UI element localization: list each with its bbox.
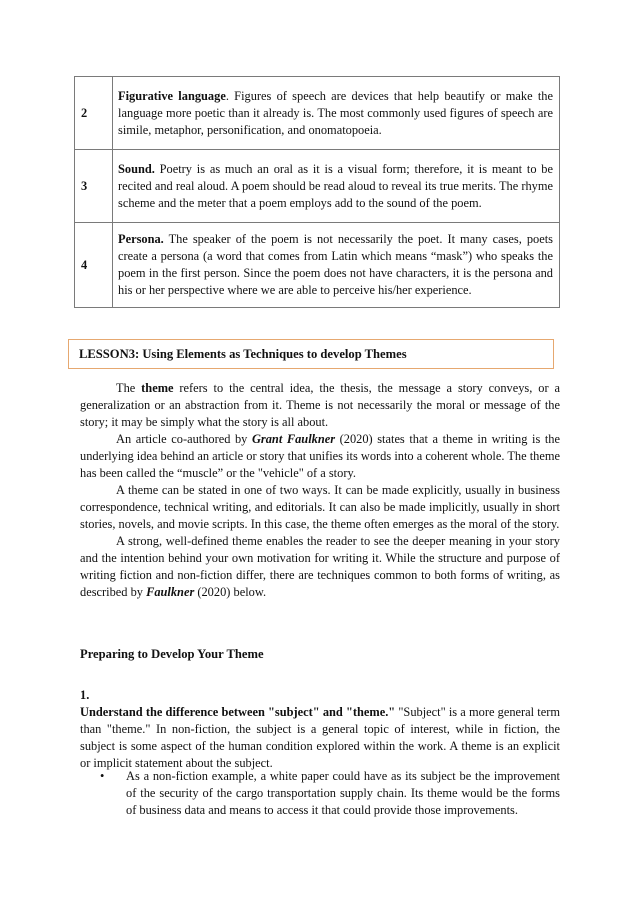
row-text: . Figures of speech are devices that help beautify or make the language more poetic than it already is. The most commonly used figures of speech are simile, metaphor, personification, and onomatopoeia. [118,88,553,137]
paragraph: A theme can be stated in one of two ways. It can be made explicitly, usually in business correspondence, technical writing, and editorials. It can also be made implicitly, usually in short stories, novels, and movie scripts. In this case, the theme often emerges as the moral of the story. [80,483,560,531]
row-term: Persona. [118,232,164,246]
table-row [75,150,560,223]
bullet-icon: • [100,769,105,783]
row-number: 2 [75,77,113,150]
list-item [100,768,560,819]
row-number: 4 [75,223,113,308]
body-text [80,380,560,601]
table-row [75,223,560,308]
lesson-title: LESSON3: Using Elements as Techniques to develop Themes [79,347,407,361]
paragraph [80,380,560,431]
point-title: Understand the difference between "subject" and "theme." [80,705,396,719]
bullet-text: As a non-fiction example, a white paper could have as its subject be the improvement of the security of the cargo transportation supply chain. Its theme would be the forms of business data and means to access it that could provide those improvements. [126,769,560,817]
text-run: (2020) below. [194,585,267,599]
paragraph [80,431,560,482]
text-run: (2020) states that a theme in writing is the underlying idea behind an article or story that unifies its words into a coherent whole. The theme has been called the “muscle” or the "vehicle" of a story. [80,432,560,480]
author-name: Grant Faulkner [251,432,336,446]
row-term: Figurative language [118,88,226,103]
row-description [113,223,560,308]
text-run: refers to the central idea, the thesis, the message a story conveys, or a generalization or an abstraction from it. Theme is not necessarily the moral or message of the story; it may be simply what the story is all about. [80,381,560,429]
row-term: Sound. [118,161,155,176]
paragraph [80,533,560,601]
text-run: An article co-authored by [116,432,252,446]
row-number: 3 [75,150,113,223]
text-run: The [116,381,142,395]
author-name: Faulkner [146,585,195,599]
row-description [113,150,560,223]
theme-term: theme [141,381,174,395]
point-number: 1. [80,688,90,702]
elements-table [74,76,560,308]
text-run: A strong, well-defined theme enables the reader to see the deeper meaning in your story and the intention behind your own motivation for writing it. While the structure and purpose of writing fiction and non-fiction differ, there are techniques common to both forms of writing, as described by [80,534,560,599]
row-description [113,77,560,150]
table-row [75,77,560,150]
point-paragraph [80,704,560,772]
row-text: Poetry is as much an oral as it is a visual form; therefore, it is meant to be recited and real aloud. A poem should be read aloud to reveal its true merits. The rhyme scheme and the meter that a poem employs add to the sound of the poem. [118,161,553,210]
point-text: "Subject" is a more general term than "theme." In non-fiction, the subject is a general topic of interest, while in fiction, the subject is some aspect of the human condition explored within the work. A theme is an explicit or implicit statement about the subject. [80,705,560,770]
lesson-title-box [68,339,554,369]
row-text: The speaker of the poem is not necessarily the poet. It many cases, poets create a persona (a word that comes from Latin which means “mask”) who speaks the poem in the first person. Since the poem does not have characters, it is the persona and his or her perspective where we are able to perceive his/her experience. [118,232,553,297]
section-heading: Preparing to Develop Your Theme [80,647,264,661]
